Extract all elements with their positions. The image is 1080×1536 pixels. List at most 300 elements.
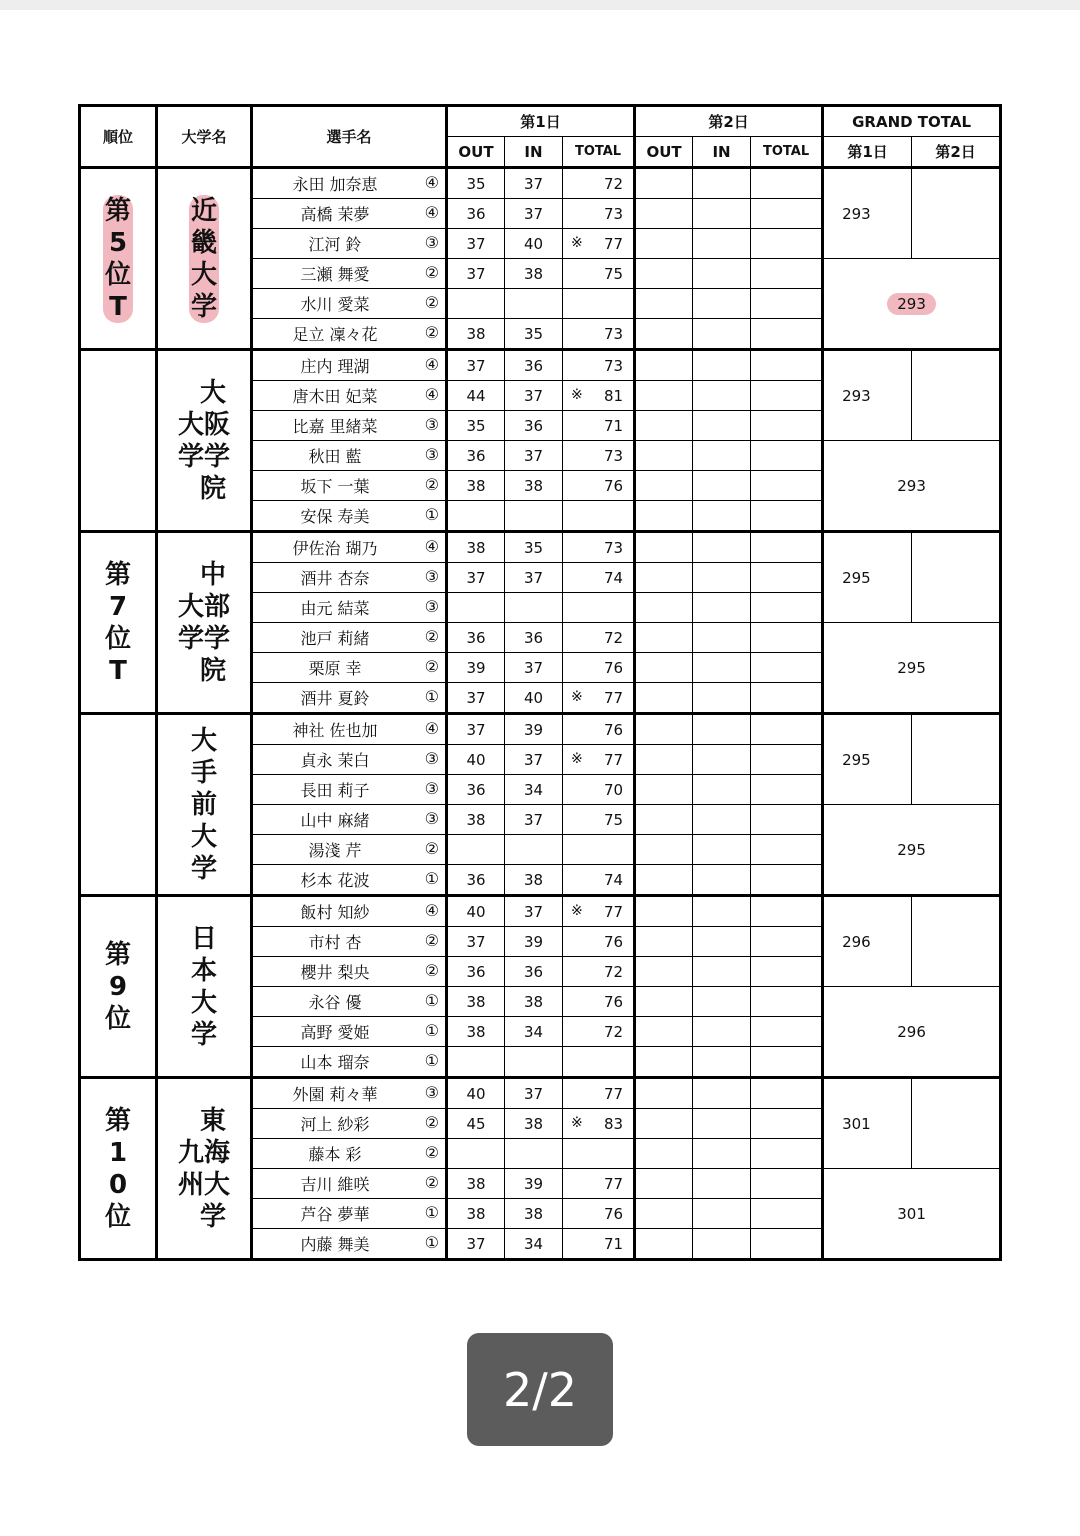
day1-total: [563, 289, 635, 319]
day2-in: [693, 653, 751, 683]
day2-in: [693, 501, 751, 532]
day1-total-value: 72: [603, 628, 624, 647]
day1-in: 36: [505, 350, 563, 381]
day2-out: [635, 289, 693, 319]
day1-in: 38: [505, 1109, 563, 1139]
day2-out: [635, 501, 693, 532]
day2-in: [693, 168, 751, 199]
player-grade: ④: [424, 901, 439, 920]
day2-out: [635, 319, 693, 350]
day1-total: [563, 653, 635, 683]
player-cell: [252, 199, 447, 229]
player-cell: [252, 501, 447, 532]
day1-out: 39: [447, 653, 505, 683]
player-cell: [252, 775, 447, 805]
player-cell: [252, 1229, 447, 1260]
day1-total-value: 70: [603, 780, 624, 799]
day1-in: 37: [505, 563, 563, 593]
day1-total-value: 77: [603, 234, 624, 253]
university-name: 大 手 前 大 学: [190, 725, 217, 884]
day2-out: [635, 441, 693, 471]
day1-total: [563, 745, 635, 775]
player-cell: [252, 1017, 447, 1047]
player-name: 足立 凜々花: [292, 325, 378, 344]
player-name: 藤本 彩: [308, 1145, 362, 1164]
player-name: 酒井 杏奈: [300, 569, 370, 588]
day1-total: [563, 259, 635, 289]
day2-in: [693, 987, 751, 1017]
day1-in: 34: [505, 1017, 563, 1047]
day1-total: [563, 319, 635, 350]
day1-out: 38: [447, 1199, 505, 1229]
header-day2: 第2日: [635, 106, 823, 137]
day2-in: [693, 1169, 751, 1199]
rank-cell: [80, 168, 157, 350]
player-grade: ③: [424, 597, 439, 616]
day1-total: [563, 1109, 635, 1139]
day1-total: [563, 501, 635, 532]
day1-out: 36: [447, 441, 505, 471]
day1-out: 45: [447, 1109, 505, 1139]
grand-total-value: 296: [897, 1022, 926, 1041]
day2-out: [635, 805, 693, 835]
header-day2-out: OUT: [635, 137, 693, 168]
day2-in: [693, 259, 751, 289]
day1-total-value: 76: [603, 932, 624, 951]
player-name: 比嘉 里緒菜: [292, 417, 378, 436]
player-grade: ①: [424, 1233, 439, 1252]
day2-out: [635, 471, 693, 501]
university-name: 近 畿 大 学: [190, 195, 217, 322]
day1-in: 38: [505, 1199, 563, 1229]
day2-in: [693, 683, 751, 714]
header-player: 選手名: [252, 106, 447, 168]
day1-total-value: 74: [603, 568, 624, 587]
day2-total: [751, 775, 823, 805]
day2-in: [693, 745, 751, 775]
day1-in: 36: [505, 411, 563, 441]
day2-total: [751, 805, 823, 835]
day1-total-value: 73: [603, 204, 624, 223]
rank-cell: [80, 350, 157, 532]
player-cell: [252, 683, 447, 714]
day2-out: [635, 1109, 693, 1139]
player-grade: ③: [424, 779, 439, 798]
grand-total-cell: [823, 441, 1001, 532]
player-cell: [252, 411, 447, 441]
university-name: 中 大部 学学 院: [177, 559, 230, 686]
day2-total: [751, 927, 823, 957]
day2-out: [635, 593, 693, 623]
day1-out: 38: [447, 1017, 505, 1047]
day1-in: [505, 1139, 563, 1169]
day2-out: [635, 653, 693, 683]
day2-total: [751, 865, 823, 896]
university-cell: [157, 350, 252, 532]
day1-total: [563, 411, 635, 441]
player-name: 秋田 藍: [308, 447, 362, 466]
day2-out: [635, 1078, 693, 1109]
player-name: 栗原 幸: [308, 659, 362, 678]
day1-total-value: 75: [603, 264, 624, 283]
player-name: 永谷 優: [308, 993, 362, 1012]
player-name: 高野 愛姫: [300, 1023, 370, 1042]
day2-total: [751, 411, 823, 441]
day1-in: 35: [505, 532, 563, 563]
player-name: 飯村 知紗: [300, 903, 370, 922]
day1-in: 37: [505, 805, 563, 835]
day1-in: 40: [505, 229, 563, 259]
day2-in: [693, 289, 751, 319]
table-row: [80, 532, 1001, 563]
day1-out: 36: [447, 775, 505, 805]
player-name: 櫻井 梨央: [300, 963, 370, 982]
day2-total: [751, 1047, 823, 1078]
header-rank: 順位: [80, 106, 157, 168]
day1-total: [563, 471, 635, 501]
day1-in: 38: [505, 259, 563, 289]
player-name: 永田 加奈恵: [292, 175, 378, 194]
day1-out: 38: [447, 805, 505, 835]
day1-in: 37: [505, 745, 563, 775]
day1-total: [563, 805, 635, 835]
day1-total: [563, 623, 635, 653]
header-day1: 第1日: [447, 106, 635, 137]
player-name: 唐木田 妃菜: [292, 387, 378, 406]
day1-out: [447, 289, 505, 319]
day1-in: [505, 593, 563, 623]
day2-total: [751, 653, 823, 683]
day2-total: [751, 745, 823, 775]
day2-total: [751, 1078, 823, 1109]
player-name: 内藤 舞美: [300, 1235, 370, 1254]
player-name: 長田 莉子: [300, 781, 370, 800]
day2-total: [751, 593, 823, 623]
day1-out: 38: [447, 471, 505, 501]
day2-out: [635, 1139, 693, 1169]
day2-in: [693, 623, 751, 653]
day2-out: [635, 714, 693, 745]
day1-out: 38: [447, 1169, 505, 1199]
player-grade: ②: [424, 931, 439, 950]
player-grade: ②: [424, 657, 439, 676]
player-cell: [252, 168, 447, 199]
day2-in: [693, 199, 751, 229]
day2-total: [751, 319, 823, 350]
player-grade: ③: [424, 415, 439, 434]
day1-total: [563, 1017, 635, 1047]
day1-out: [447, 593, 505, 623]
rank-cell: [80, 532, 157, 714]
day2-out: [635, 896, 693, 927]
gt-day2-cell: [912, 714, 1001, 805]
player-name: 吉川 維咲: [300, 1175, 370, 1194]
day1-total-value: 73: [603, 324, 624, 343]
player-cell: [252, 1078, 447, 1109]
day1-out: 38: [447, 532, 505, 563]
player-grade: ④: [424, 355, 439, 374]
day2-out: [635, 1169, 693, 1199]
player-name: 山本 瑠奈: [300, 1053, 370, 1072]
day1-in: 39: [505, 927, 563, 957]
day1-total: [563, 1199, 635, 1229]
day1-total-value: 77: [603, 902, 624, 921]
day2-total: [751, 199, 823, 229]
player-name: 水川 愛菜: [300, 295, 370, 314]
player-cell: [252, 865, 447, 896]
page-indicator[interactable]: 2/2: [467, 1333, 613, 1446]
day2-total: [751, 835, 823, 865]
day2-total: [751, 289, 823, 319]
day2-in: [693, 563, 751, 593]
player-name: 山中 麻緒: [300, 811, 370, 830]
day1-total: [563, 532, 635, 563]
day1-out: [447, 835, 505, 865]
day2-total: [751, 1017, 823, 1047]
day2-total: [751, 683, 823, 714]
player-grade: ①: [424, 1203, 439, 1222]
gt-day1-cell: [823, 532, 912, 623]
day1-in: 36: [505, 623, 563, 653]
player-cell: [252, 350, 447, 381]
header-day2-in: IN: [693, 137, 751, 168]
day2-in: [693, 532, 751, 563]
day1-in: [505, 835, 563, 865]
day1-total-value: 83: [603, 1114, 624, 1133]
gt-day1-cell: [823, 714, 912, 805]
table-row: [80, 896, 1001, 927]
day2-out: [635, 563, 693, 593]
day1-in: [505, 501, 563, 532]
player-name: 河上 紗彩: [300, 1115, 370, 1134]
day1-out: 35: [447, 168, 505, 199]
day2-total: [751, 229, 823, 259]
day2-out: [635, 259, 693, 289]
player-grade: ③: [424, 233, 439, 252]
day1-total: [563, 381, 635, 411]
day1-total: [563, 350, 635, 381]
top-status-strip: [0, 0, 1080, 10]
gt-day1-cell: [823, 896, 912, 987]
day2-out: [635, 623, 693, 653]
university-cell: [157, 896, 252, 1078]
player-cell: [252, 593, 447, 623]
day1-out: 38: [447, 987, 505, 1017]
day1-total: [563, 865, 635, 896]
day1-in: 39: [505, 1169, 563, 1199]
day1-total: [563, 1139, 635, 1169]
day2-in: [693, 1047, 751, 1078]
day2-in: [693, 1229, 751, 1260]
day2-total: [751, 441, 823, 471]
university-name: 大 大阪 学学 院: [177, 377, 230, 504]
day2-total: [751, 350, 823, 381]
player-cell: [252, 289, 447, 319]
day2-in: [693, 319, 751, 350]
day1-total: [563, 563, 635, 593]
player-cell: [252, 1139, 447, 1169]
university-cell: [157, 714, 252, 896]
university-name: 日 本 大 学: [190, 923, 217, 1050]
day1-total: [563, 1229, 635, 1260]
day1-total-value: 76: [603, 658, 624, 677]
day2-out: [635, 168, 693, 199]
drop-score-mark: ※: [571, 751, 583, 767]
day1-total-value: 73: [603, 538, 624, 557]
day1-in: 38: [505, 865, 563, 896]
gt-day2-cell: [912, 532, 1001, 623]
day2-in: [693, 714, 751, 745]
day2-out: [635, 865, 693, 896]
player-name: 伊佐治 瑚乃: [292, 539, 378, 558]
day1-out: 40: [447, 896, 505, 927]
day2-in: [693, 1199, 751, 1229]
day1-total: [563, 835, 635, 865]
day1-total-value: 76: [603, 476, 624, 495]
player-grade: ①: [424, 1051, 439, 1070]
player-grade: ③: [424, 567, 439, 586]
player-cell: [252, 471, 447, 501]
player-name: 庄内 理湖: [300, 357, 370, 376]
grand-total-cell: [823, 1169, 1001, 1260]
day1-in: [505, 1047, 563, 1078]
player-name: 芦谷 夢華: [300, 1205, 370, 1224]
day1-in: 37: [505, 168, 563, 199]
header-grand-total: GRAND TOTAL: [823, 106, 1001, 137]
day1-out: 36: [447, 199, 505, 229]
player-cell: [252, 805, 447, 835]
gt-day1-value: 293: [842, 386, 871, 405]
day1-total-value: 73: [603, 356, 624, 375]
day2-in: [693, 471, 751, 501]
player-grade: ③: [424, 445, 439, 464]
player-name: 酒井 夏鈴: [300, 689, 370, 708]
day1-in: 37: [505, 199, 563, 229]
day2-in: [693, 1017, 751, 1047]
day1-total-value: 76: [603, 720, 624, 739]
player-grade: ①: [424, 505, 439, 524]
day1-in: 37: [505, 653, 563, 683]
player-cell: [252, 653, 447, 683]
day2-total: [751, 168, 823, 199]
day1-out: [447, 1139, 505, 1169]
day1-in: 34: [505, 775, 563, 805]
day2-in: [693, 593, 751, 623]
player-grade: ②: [424, 293, 439, 312]
rank-cell: [80, 714, 157, 896]
day1-out: 44: [447, 381, 505, 411]
player-cell: [252, 229, 447, 259]
day1-total-value: 81: [603, 386, 624, 405]
player-grade: ②: [424, 961, 439, 980]
player-grade: ①: [424, 991, 439, 1010]
day1-out: 40: [447, 745, 505, 775]
table-row: [80, 1078, 1001, 1109]
day2-in: [693, 350, 751, 381]
player-grade: ④: [424, 203, 439, 222]
day2-in: [693, 957, 751, 987]
day2-out: [635, 229, 693, 259]
day2-total: [751, 714, 823, 745]
grand-total-cell: [823, 805, 1001, 896]
player-cell: [252, 745, 447, 775]
header-gt-day1: 第1日: [823, 137, 912, 168]
grand-total-cell: [823, 987, 1001, 1078]
day2-total: [751, 1199, 823, 1229]
day2-out: [635, 1017, 693, 1047]
day1-in: 37: [505, 1078, 563, 1109]
player-grade: ②: [424, 1173, 439, 1192]
day2-total: [751, 987, 823, 1017]
day1-out: 38: [447, 319, 505, 350]
gt-day1-value: 293: [842, 204, 871, 223]
header-day1-in: IN: [505, 137, 563, 168]
day2-out: [635, 411, 693, 441]
gt-day1-value: 295: [842, 568, 871, 587]
player-grade: ③: [424, 809, 439, 828]
day2-total: [751, 471, 823, 501]
grand-total-value: 295: [897, 840, 926, 859]
day1-out: 35: [447, 411, 505, 441]
day1-total: [563, 1078, 635, 1109]
player-cell: [252, 927, 447, 957]
day1-total: [563, 683, 635, 714]
day1-total: [563, 1047, 635, 1078]
university-cell: [157, 1078, 252, 1260]
day2-total: [751, 1229, 823, 1260]
day1-total-value: 71: [603, 1234, 624, 1253]
day2-in: [693, 411, 751, 441]
day1-out: 37: [447, 683, 505, 714]
player-grade: ②: [424, 627, 439, 646]
results-table: [78, 104, 1002, 1261]
day2-in: [693, 441, 751, 471]
drop-score-mark: ※: [571, 689, 583, 705]
day2-in: [693, 381, 751, 411]
player-name: 神社 佐也加: [292, 721, 378, 740]
day1-total: [563, 199, 635, 229]
university-cell: [157, 168, 252, 350]
player-grade: ①: [424, 869, 439, 888]
player-grade: ④: [424, 719, 439, 738]
day1-total: [563, 775, 635, 805]
player-cell: [252, 532, 447, 563]
day1-total: [563, 441, 635, 471]
player-grade: ③: [424, 1083, 439, 1102]
day2-total: [751, 259, 823, 289]
day1-in: 38: [505, 987, 563, 1017]
day1-total: [563, 957, 635, 987]
player-name: 杉本 花波: [300, 871, 370, 890]
day2-out: [635, 683, 693, 714]
player-grade: ②: [424, 1143, 439, 1162]
gt-day2-cell: [912, 350, 1001, 441]
day1-total: [563, 593, 635, 623]
day1-total-value: 73: [603, 446, 624, 465]
day1-total-value: 72: [603, 962, 624, 981]
player-grade: ④: [424, 537, 439, 556]
drop-score-mark: ※: [571, 235, 583, 251]
player-grade: ④: [424, 385, 439, 404]
day2-total: [751, 623, 823, 653]
player-name: 高橋 茉夢: [300, 205, 370, 224]
player-name: 湯淺 芹: [308, 841, 362, 860]
player-cell: [252, 957, 447, 987]
day1-total-value: 71: [603, 416, 624, 435]
day2-out: [635, 957, 693, 987]
day1-out: 37: [447, 563, 505, 593]
player-name: 池戸 莉緒: [300, 629, 370, 648]
